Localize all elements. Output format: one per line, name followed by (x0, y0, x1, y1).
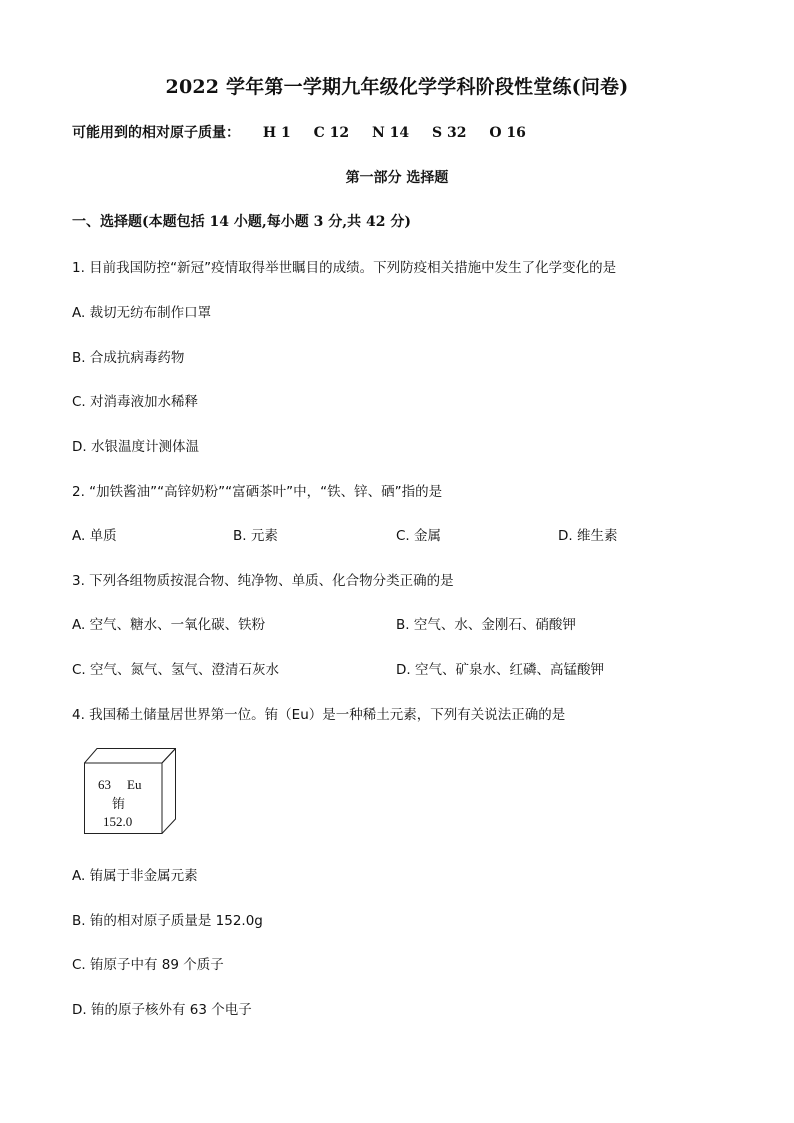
atomic-mass-item: S 32 (432, 125, 467, 141)
question-1-option-b: B. 合成抗病毒药物 (72, 350, 185, 366)
element-card-europium (84, 748, 176, 834)
atomic-mass-item: C 12 (313, 125, 350, 141)
question-4-option-d: D. 铕的原子核外有 63 个电子 (72, 1002, 252, 1018)
question-3-option-c: C. 空气、氮气、氢气、澄清石灰水 (72, 662, 280, 678)
atomic-mass-item: O 16 (489, 125, 526, 141)
element-symbol: Eu (127, 777, 142, 792)
question-1-stem: 1. 目前我国防控“新冠”疫情取得举世瞩目的成绩。下列防疫相关措施中发生了化学变化的是 (72, 260, 617, 276)
question-1-option-d: D. 水银温度计测体温 (72, 439, 199, 455)
question-2-option-b: B. 元素 (233, 528, 278, 544)
element-atomic-number: 63 (98, 777, 111, 792)
question-4-option-b: B. 铕的相对原子质量是 152.0g (72, 913, 263, 929)
question-4-option-a: A. 铕属于非金属元素 (72, 868, 198, 884)
atomic-mass-line (72, 122, 526, 142)
question-1-option-a: A. 裁切无纺布制作口罩 (72, 305, 212, 321)
question-3-option-d: D. 空气、矿泉水、红磷、高锰酸钾 (396, 662, 604, 678)
question-2-stem: 2. “加铁酱油”“高锌奶粉”“富硒茶叶”中，“铁、锌、硒”指的是 (72, 484, 443, 500)
question-3-option-b: B. 空气、水、金刚石、硝酸钾 (396, 617, 576, 633)
question-1-option-c: C. 对消毒液加水稀释 (72, 394, 199, 410)
question-3-option-a: A. 空气、糖水、一氧化碳、铁粉 (72, 617, 266, 633)
atomic-mass-label: 可能用到的相对原子质量： (72, 125, 240, 141)
element-mass: 152.0 (103, 814, 133, 829)
question-2-option-c: C. 金属 (396, 528, 442, 544)
page-title: 2022 学年第一学期九年级化学学科阶段性堂练(问卷) (165, 76, 629, 98)
question-2-option-d: D. 维生素 (558, 528, 618, 544)
element-name: 铕 (112, 797, 126, 812)
question-2-option-a: A. 单质 (72, 528, 117, 544)
section-title: 第一部分 选择题 (345, 170, 449, 186)
part-header: 一、选择题(本题包括 14 小题,每小题 3 分,共 42 分) (72, 214, 411, 230)
question-3-stem: 3. 下列各组物质按混合物、纯净物、单质、化合物分类正确的是 (72, 573, 454, 589)
question-4-option-c: C. 铕原子中有 89 个质子 (72, 957, 224, 973)
question-4-stem: 4. 我国稀土储量居世界第一位。铕（Eu）是一种稀土元素，下列有关说法正确的是 (72, 707, 566, 723)
atomic-mass-item: H 1 (262, 125, 291, 141)
atomic-mass-item: N 14 (371, 125, 410, 141)
